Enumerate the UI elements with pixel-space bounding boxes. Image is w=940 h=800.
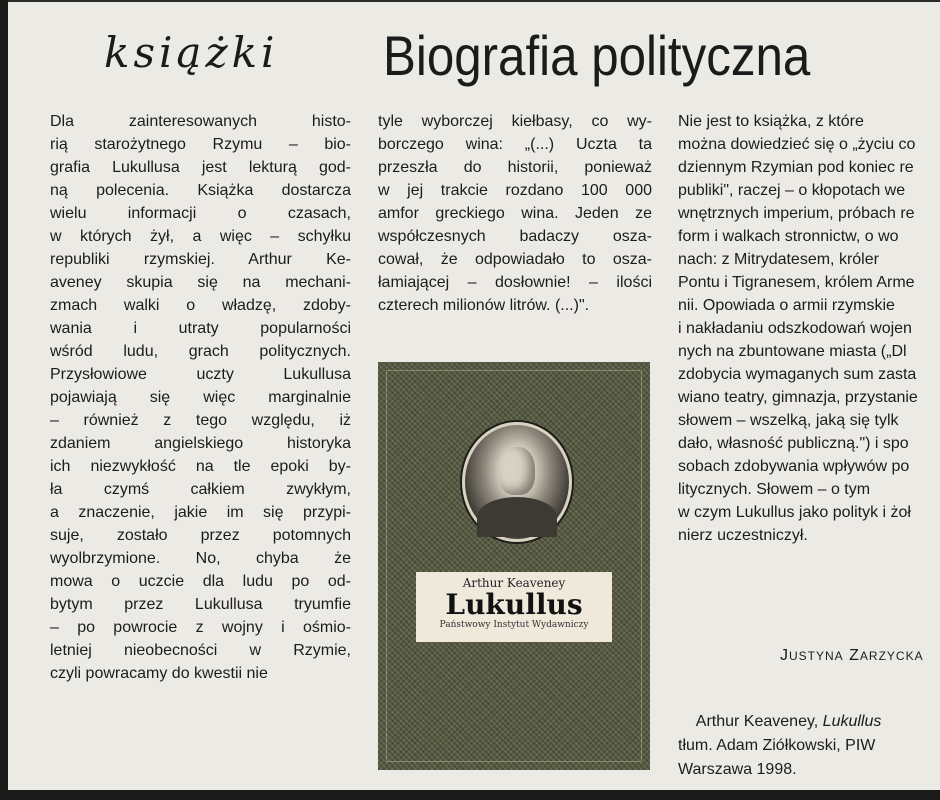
text-line: w czym Lukullus jako polityk i żoł xyxy=(678,504,911,521)
byline-last-rest: ARZYCKA xyxy=(859,649,924,663)
text-line: zdobycia wymaganych sum zasta xyxy=(678,366,917,383)
text-line: słowem – wszelką, jaką się tylk xyxy=(678,412,899,429)
text-line: nii. Opowiada o armii rzymskie xyxy=(678,297,895,314)
article-headline: Biografia polityczna xyxy=(383,24,811,87)
text-line: współczesnych badaczy osza- xyxy=(378,228,652,245)
text-line: w których żył, a więc – schyłku xyxy=(50,228,351,245)
article-byline xyxy=(780,647,924,665)
text-line: Pontu i Tigranesem, królem Arme xyxy=(678,274,915,291)
text-line: letniej nieobecności w Rzymie, xyxy=(50,642,351,659)
text-line: można dowiedzieć się o „życiu co xyxy=(678,136,916,153)
text-line: wyolbrzymione. No, chyba że xyxy=(50,550,351,567)
text-line: form i walkach stronnictw, o wo xyxy=(678,228,899,245)
text-line: republiki rzymskiej. Arthur Ke- xyxy=(50,251,351,268)
text-line: sobach zdobywania wpływów po xyxy=(678,458,910,475)
text-line: nierz uczestniczył. xyxy=(678,527,808,544)
text-line: borczego wina: „(...) Uczta ta xyxy=(378,136,652,153)
author-portrait-medallion xyxy=(462,422,572,542)
text-line: wiano teatry, gimnazja, przystanie xyxy=(678,389,918,406)
text-line: Dla zainteresowanych histo- xyxy=(50,113,351,130)
text-line: aveney skupia się na mechani- xyxy=(50,274,351,291)
bib-title: Lukullus xyxy=(822,713,882,730)
bib-line-2: tłum. Adam Ziółkowski, PIW xyxy=(678,737,876,754)
text-line: a znaczenie, jakie im się przypi- xyxy=(50,504,351,521)
text-line: i nakładaniu odszkodowań wojen xyxy=(678,320,912,337)
text-line: publiki", raczej – o kłopotach we xyxy=(678,182,906,199)
text-line: wania i utraty popularności xyxy=(50,320,351,337)
text-line: w jej trakcie rozdano 100 000 xyxy=(378,182,652,199)
cover-title: Lukullus xyxy=(445,588,583,621)
text-line: ich niezwykłość na tle epoki by- xyxy=(50,458,351,475)
bib-line-3: Warszawa 1998. xyxy=(678,761,797,778)
portrait-face xyxy=(499,447,535,495)
text-line: suje, zostało przez potomnych xyxy=(50,527,351,544)
text-line: zmach walki o władzę, zdoby- xyxy=(50,297,351,314)
page-border-left xyxy=(0,0,8,800)
text-line: mowa o uczcie dla ludu po od- xyxy=(50,573,351,590)
text-line: pojawiają się więc marginalnie xyxy=(50,389,351,406)
text-line: ną polecenia. Książka dostarcza xyxy=(50,182,351,199)
text-line: Nie jest to książka, z które xyxy=(678,113,864,130)
text-line: zdaniem angielskiego historyka xyxy=(50,435,351,452)
book-cover-image xyxy=(378,362,650,770)
bib-author: Arthur Keaveney, xyxy=(695,713,823,730)
text-line: czyli powracamy do kwestii nie xyxy=(50,665,268,682)
text-line: nych na zbuntowane miasta („Dl xyxy=(678,343,907,360)
text-line: – również z tego względu, iż xyxy=(50,412,351,429)
page-border-bottom xyxy=(0,790,940,800)
text-line: ła czymś całkiem zwykłym, xyxy=(50,481,351,498)
text-line: wielu informacji o czasach, xyxy=(50,205,351,222)
article-column-3 xyxy=(678,110,940,547)
text-line: czterech milionów litrów. (...)". xyxy=(378,297,590,314)
text-line: wśród ludu, grach politycznych. xyxy=(50,343,351,360)
byline-first-rest: USTYNA xyxy=(789,649,844,663)
text-line: rią starożytnego Rzymu – bio- xyxy=(50,136,351,153)
text-line: cował, że odpowiadało to osza- xyxy=(378,251,652,268)
text-line: wnętrznych imperium, próbach re xyxy=(678,205,915,222)
text-line: dało, własność publiczną.") i spo xyxy=(678,435,909,452)
text-line: bytym przez Lukullusa tryumfie xyxy=(50,596,351,613)
cover-author: Arthur Keaveney xyxy=(462,576,566,590)
bibliographic-note xyxy=(678,710,940,782)
text-line: amfor greckiego wina. Jeden ze xyxy=(378,205,652,222)
cover-publisher: Państwowy Instytut Wydawniczy xyxy=(439,620,589,630)
article-column-1 xyxy=(50,110,351,685)
portrait-shoulders xyxy=(477,497,557,537)
section-label: książki xyxy=(104,28,279,77)
top-rule xyxy=(8,0,940,2)
text-line: przeszła do historii, ponieważ xyxy=(378,159,652,176)
cover-title-label xyxy=(416,572,612,642)
text-line: tyle wyborczej kiełbasy, co wy- xyxy=(378,113,652,130)
text-line: litycznych. Słowem – o tym xyxy=(678,481,871,498)
text-line: nach: z Mitrydatesem, króler xyxy=(678,251,879,268)
text-line: – po powrocie z wojny i ośmio- xyxy=(50,619,351,636)
text-line: dziennym Rzymian pod koniec re xyxy=(678,159,914,176)
text-line: łamiającej – dosłownie! – ilości xyxy=(378,274,652,291)
byline-first-initial: J xyxy=(780,647,789,664)
article-column-2 xyxy=(378,110,652,317)
text-line: Przysłowiowe uczty Lukullusa xyxy=(50,366,351,383)
byline-last-initial: Z xyxy=(849,647,860,664)
bib-line-1 xyxy=(678,710,940,734)
text-line: grafia Lukullusa jest lekturą god- xyxy=(50,159,351,176)
